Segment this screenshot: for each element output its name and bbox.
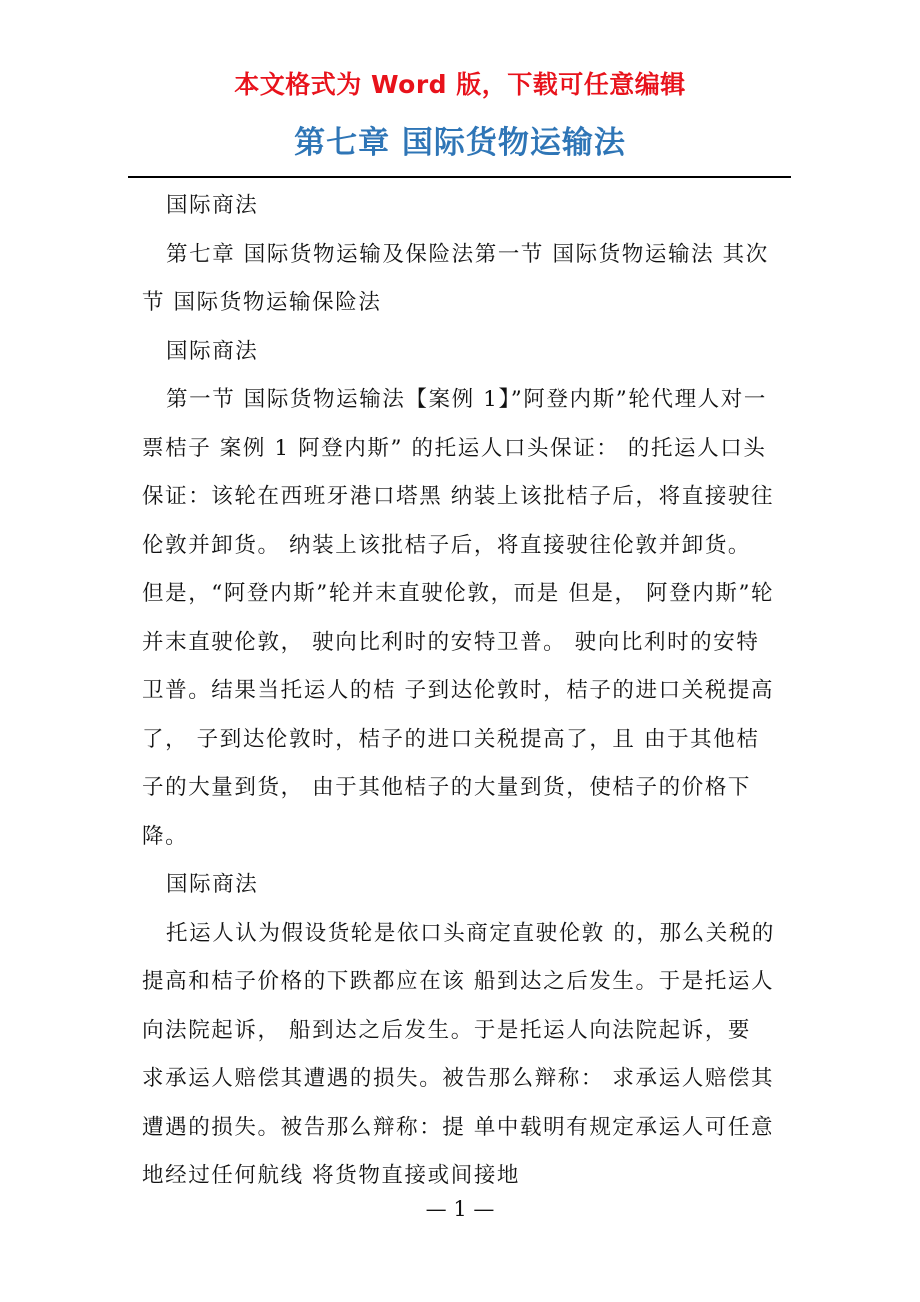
paragraph-section-label: 国际商法 [166,872,259,897]
paragraph-section-label: 国际商法 [166,193,259,218]
paragraph-chapter-outline: 第七章 国际货物运输及保险法第一节 国际货物运输法 其次节 国际货物运输保险法 [142,241,769,315]
title-divider [128,176,791,178]
paragraph-case-claim: 托运人认为假设货轮是依口头商定直驶伦敦 的，那么关税的提高和桔子价格的下跌都应在该 船到达之后发生。于是托运人向法院起诉， 船到达之后发生。于是托运人向法院起诉，要 求承运人赔偿其遭遇的损失。被告那么辩称： 求承运人赔偿其遭遇的损失。被告那么辩称：提 单中载明有规定承运人可任意地经过任何航线 将货物直接或间接地 [142,920,776,1188]
document-body [142,182,782,1201]
page-number: — 1 — [425,1197,495,1221]
format-notice: 本文格式为 Word 版，下载可任意编辑 [234,70,686,99]
paragraph-case-description: 第一节 国际货物运输法【案例 1】”阿登内斯”轮代理人对一票桔子 案例 1 阿登内斯” 的托运人口头保证： 的托运人口头保证：该轮在西班牙港口塔黑 纳装上该批桔子后，将直接驶往伦敦并卸货。 纳装上该批桔子后，将直接驶往伦敦并卸货。 但是，“阿登内斯”轮并末直驶伦敦，而是 但是， 阿登内斯”轮并末直驶伦敦， 驶向比利时的安特卫普。 驶向比利时的安特卫普。结果当托运人的桔 子到达伦敦时，桔子的进口关税提高了， 子到达伦敦时，桔子的进口关税提高了，且 由于其他桔子的大量到货， 由于其他桔子的大量到货，使桔子的价格下 降。 [142,387,775,849]
paragraph-section-label: 国际商法 [166,338,259,364]
page-title: 第七章 国际货物运输法 [294,125,626,161]
